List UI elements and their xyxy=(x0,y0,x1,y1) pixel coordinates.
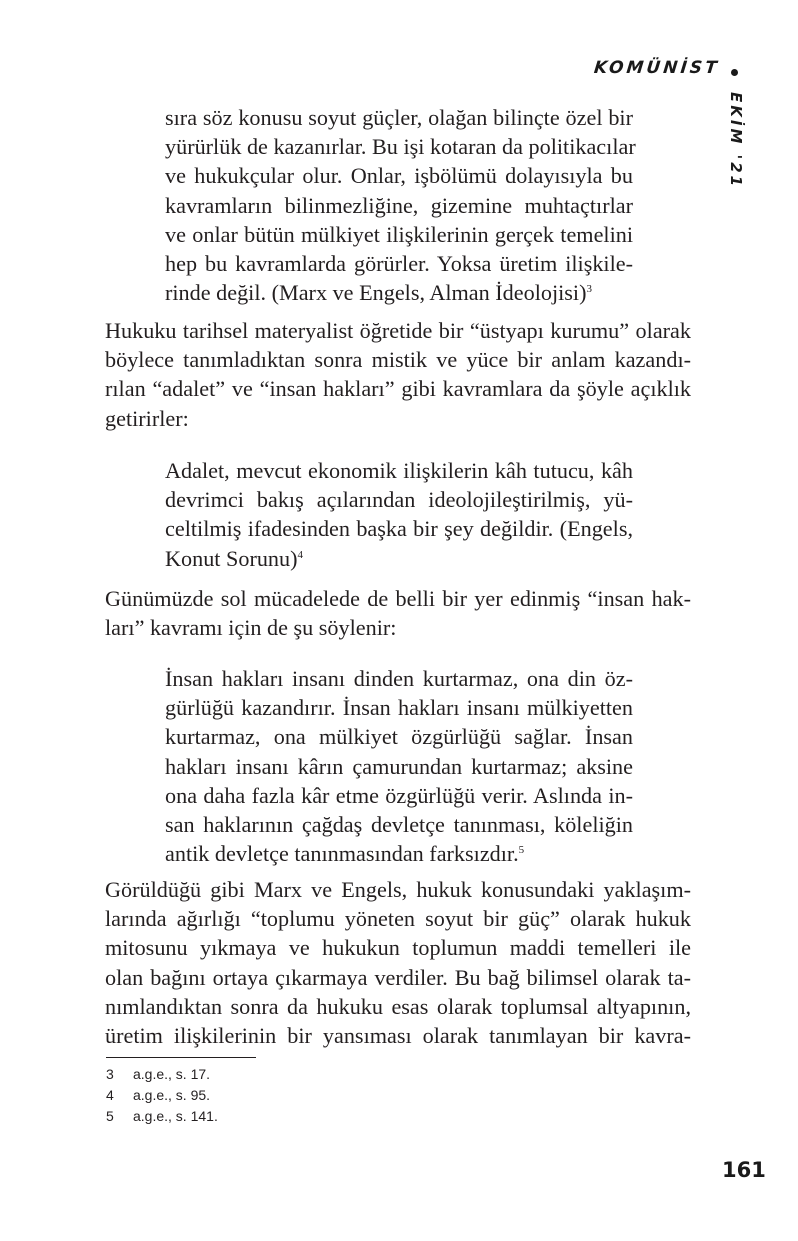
text-line: kurtarmaz, ona mülkiyet özgürlüğü sağlar. İnsan xyxy=(165,724,633,750)
paragraph-superstructure xyxy=(105,316,691,433)
footnote-3 xyxy=(106,1064,218,1085)
footnote-divider xyxy=(106,1057,256,1058)
text-line: böylece tanımladıktan sonra mistik ve yüce bir anlam kazandı- xyxy=(105,347,691,373)
footnote-text: a.g.e., s. 95. xyxy=(133,1087,211,1103)
page-number: 161 xyxy=(722,1158,766,1182)
footnote-number: 5 xyxy=(106,1108,114,1124)
text-line: Günümüzde sol mücadelede de belli bir yer edinmiş “insan hak- xyxy=(105,586,691,611)
paragraph-human-rights-intro xyxy=(105,584,691,642)
text-line-with-ref xyxy=(165,544,633,573)
text-line: ona daha fazla kâr etme özgürlüğü verir. Aslında in- xyxy=(165,782,633,808)
text-line: ları” kavramı için de şu söylenir: xyxy=(105,615,397,641)
text-line: Görüldüğü gibi Marx ve Engels, hukuk konusundaki yaklaşım- xyxy=(105,877,691,902)
footnote-4 xyxy=(106,1085,218,1106)
text-line: yürürlük de kazanırlar. Bu işi kotaran da politikacılar xyxy=(165,134,636,160)
text-line: antik devletçe tanınmasından farksızdır. xyxy=(165,841,519,867)
text-line: nımlandıktan sonra da hukuku esas olarak toplumsal altyapının, xyxy=(105,993,691,1019)
text-line: ve hukukçular olur. Onlar, işbölümü dolayısıyla bu xyxy=(165,163,633,189)
footnote-text: a.g.e., s. 17. xyxy=(133,1066,211,1082)
footnote-number: 4 xyxy=(106,1087,114,1103)
footnote-ref-4[interactable]: 4 xyxy=(297,548,304,561)
text-line: hep bu kavramlarda görürler. Yoksa üretim ilişkile- xyxy=(165,251,633,277)
text-line: Hukuku tarihsel materyalist öğretide bir “üstyapı kurumu” olarak xyxy=(105,318,691,343)
footnote-ref-5[interactable]: 5 xyxy=(518,844,525,857)
footnote-text: a.g.e., s. 141. xyxy=(133,1108,218,1124)
text-line: larında ağırlığı “toplumu yöneten soyut bir güç” olarak hukuk xyxy=(105,906,691,932)
text-line: hakları insanı kârın çamurundan kurtarmaz; aksine xyxy=(165,753,633,779)
blockquote-human-rights xyxy=(165,664,633,868)
footnote-ref-3[interactable]: 3 xyxy=(586,283,592,296)
text-line: İnsan hakları insanı dinden kurtarmaz, ona din öz- xyxy=(165,666,633,691)
text-line: gürlüğü kazandırır. İnsan hakları insanı mülkiyetten xyxy=(165,695,633,721)
text-line: devrimci bakış açılarından ideolojileştirilmiş, yü- xyxy=(165,487,633,513)
text-line: kavramların bilinmezliğine, gizemine muhtaçtırlar xyxy=(165,192,633,218)
text-line: olan bağını ortaya çıkarmaya verdiler. Bu bağ bilimsel olarak ta- xyxy=(105,964,691,990)
issue-label: EKİM '21 xyxy=(727,92,745,190)
text-line: celtilmiş ifadesinden başka bir şey değildir. (Engels, xyxy=(165,516,633,542)
paragraph-marx-engels-law xyxy=(105,875,691,1050)
text-line: getirirler: xyxy=(105,405,189,431)
text-line: Adalet, mevcut ekonomik ilişkilerin kâh tutucu, kâh xyxy=(165,458,633,483)
text-line-with-ref xyxy=(165,839,633,868)
text-line: sıra söz konusu soyut güçler, olağan bilinçte özel bir xyxy=(165,105,633,130)
magazine-title: KOMÜNİST xyxy=(593,58,722,78)
text-line-with-ref xyxy=(165,278,633,307)
text-line: san haklarının çağdaş devletçe tanınması, köleliğin xyxy=(165,812,633,838)
blockquote-marx-engels-german-ideology xyxy=(165,103,636,307)
text-line: Konut Sorunu) xyxy=(165,545,298,571)
text-line: rinde değil. (Marx ve Engels, Alman İdeolojisi) xyxy=(165,280,587,306)
footnote-5 xyxy=(106,1106,218,1127)
bullet-dot-icon xyxy=(731,69,738,76)
footnote-number: 3 xyxy=(106,1066,114,1082)
text-line: rılan “adalet” ve “insan hakları” gibi kavramlara da şöyle açıklık xyxy=(105,376,691,402)
text-line: üretim ilişkilerinin bir yansıması olarak tanımlayan bir kavra- xyxy=(105,1023,691,1049)
blockquote-engels-housing-question xyxy=(165,456,633,573)
text-line: mitosunu yıkmaya ve hukukun toplumun maddi temelleri ile xyxy=(105,935,691,961)
footnotes xyxy=(106,1064,218,1127)
text-line: ve onlar bütün mülkiyet ilişkilerinin gerçek temelini xyxy=(165,221,633,247)
